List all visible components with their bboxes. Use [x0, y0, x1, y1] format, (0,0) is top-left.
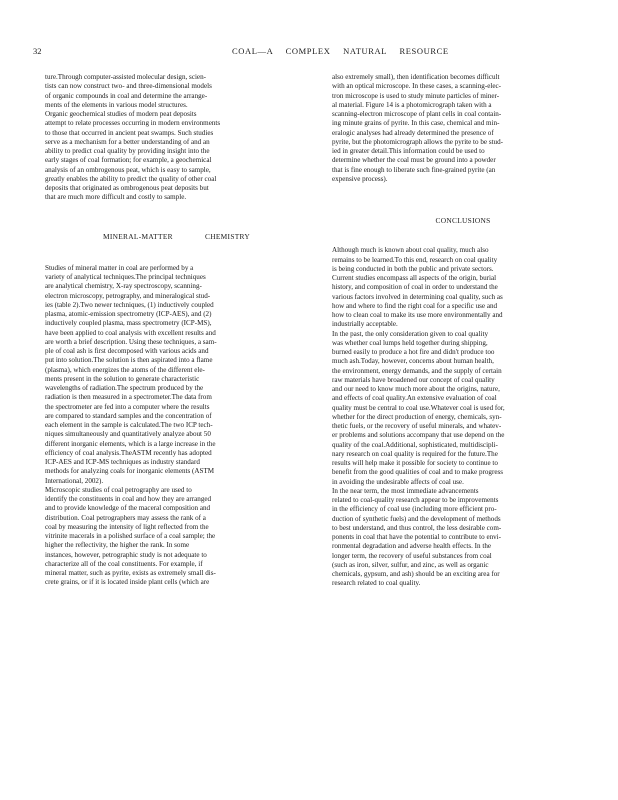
paragraph-mineral-matter-techniques: Studies of mineral matter in coal are performed by a variety of analytical techniques.The principal techniques are analytical chemistry, X-ray spectroscopy, scanning- electron microscopy, petrography, and mineralogical stud- ies (table 2).Two newer techniques, (1) inductively coupled plasma, atomic-emission spectrometry (ICP-AES), and (2) inductively coupled plasma, mass spectrometry (ICP-MS), have been applied to coal analysis with excellent results and are worth a brief description. Using these techniques, a sam- ple of coal ash is first decomposed with various acids and put into solution.The solution is then aspirated into a flame (plasma), which energizes the atoms of the different ele- ments present in the solution to generate characteristic wavelengths of radiation.The spectrum produced by the radiation is then measured in a spectrometer.The data from the spectrometer are fed into a computer where the results are compared to standard samples and the concentration of each element in the sample is calculated.The two ICP tech- niques simultaneously and quantitatively analyze about 50 different inorganic elements, which is a large increase in the efficiency of coal analysis.TheASTM recently has adopted ICP-AES and ICP-MS techniques as industry standard methods for analyzing coals for inorganic elements (ASTM International, 2002). [45, 263, 217, 485]
paragraph-coal-petrography: Microscopic studies of coal petrography are used to identify the constituents in coal and how they are arranged and to provide knowledge of the maceral composition and distribution. Coal petrographers may assess the rank of a coal by measuring the intensity of light reflected from the vitrinite macerals in a polished surface of a coal sample; the higher the reflectivity, the higher the rank. In some instances, however, petrographic study is not adequate to characterize all of the coal constituents. For example, if mineral matter, such as pyrite, exists as extremely small dis- crete grains, or if it is located inside plant cells (which are [45, 485, 216, 587]
paragraph-conclusions-research: Although much is known about coal quality, much also remains to be learned.To this end, research on coal quality is being conducted in both the public and private sectors. Current studies encompass all aspects of the origin, burial history, and composition of coal in order to understand the various factors involved in determining coal quality, such as how and where to find the right coal for a specific use and how to clean coal to make its use more environmentally and industrially acceptable. [332, 246, 503, 329]
page-header [0, 46, 618, 60]
paragraph-peat-geochemistry: Organic geochemical studies of modern peat deposits attempt to relate processes occurring in modern environments to those that occurred in ancient peat swamps. Such studies serve as a mechanism for a better understanding of and an ability to predict coal quality by providing insight into the early stages of coal formation; for example, a geochemical analysis of an ombrogenous peat, which is easy to sample, greatly enables the ability to predict the quality of other coal deposits that originated as ombrogenous peat deposits but that are much more difficult and costly to sample. [45, 110, 221, 202]
running-head: COAL—A COMPLEX NATURAL RESOURCE [232, 46, 449, 56]
paragraph-conclusions-near-term: In the near term, the most immediate advancements related to coal-quality research appear to be improvements in the efficiency of coal use (including more efficient pro- duction of synthetic fuels) and the development of methods to best understand, and thus control, the less desirable com- ponents in coal that have the potential to contribute to envi- ronmental degradation and adverse health effects. In the longer term, the recovery of useful substances from coal (such as iron, silver, sulfur, and zinc, as well as organic chemicals, gypsum, and ash) should be an exciting area for research related to coal quality. [332, 486, 502, 588]
section-heading-conclusions: CONCLUSIONS [435, 216, 491, 225]
right-column [332, 73, 594, 589]
page-number: 32 [33, 46, 42, 56]
section-heading-mineral-matter: MINERAL-MATTER CHEMISTRY [102, 231, 251, 241]
paragraph-sem-pyrite: also extremely small), then identification becomes difficult with an optical microscope. In these cases, a scanning-elec- tron microscope is used to study minute particles of miner- al material. Figure 14 is a photomicrograph taken with a scanning-electron microscope of plant cells in coal contain- ing minute grains of pyrite. In this case, chemical and min- eralogic analyses had already determined the presence of pyrite, but the photomicrograph allows the pyrite to be stud- ied in greater detail.This information could be used to determine whether the coal must be ground into a powder that is fine enough to liberate such fine-grained pyrite (an expensive process). [332, 73, 504, 183]
paragraph-molecular-design: ture.Through computer-assisted molecular design, scien- tists can now construct two- and three-dimensional models of organic compounds in coal and determine the arrange- ments of the elements in various model structures. [45, 73, 212, 109]
paragraph-conclusions-past: In the past, the only consideration given to coal quality was whether coal lumps held together during shipping, burned easily to produce a hot fire and didn't produce too much ash.Today, however, concerns about human health, the environment, energy demands, and the supply of certain raw materials have broadened our concept of coal quality and our need to know much more about the origins, nature, and effects of coal quality.An extensive evaluation of coal quality must be central to coal use.Whatever coal is used for, whether for the direct production of energy, chemicals, syn- thetic fuels, or the recovery of useful minerals, and whatev- er problems and solutions accompany that use depend on the quality of the coal.Additional, sophisticated, multidiscipli- nary research on coal quality is required for the future.The results will help make it possible for society to continue to benefit from the good qualities of coal and to make progress in avoiding the undesirable affects of coal use. [332, 329, 505, 486]
left-column [45, 73, 308, 588]
